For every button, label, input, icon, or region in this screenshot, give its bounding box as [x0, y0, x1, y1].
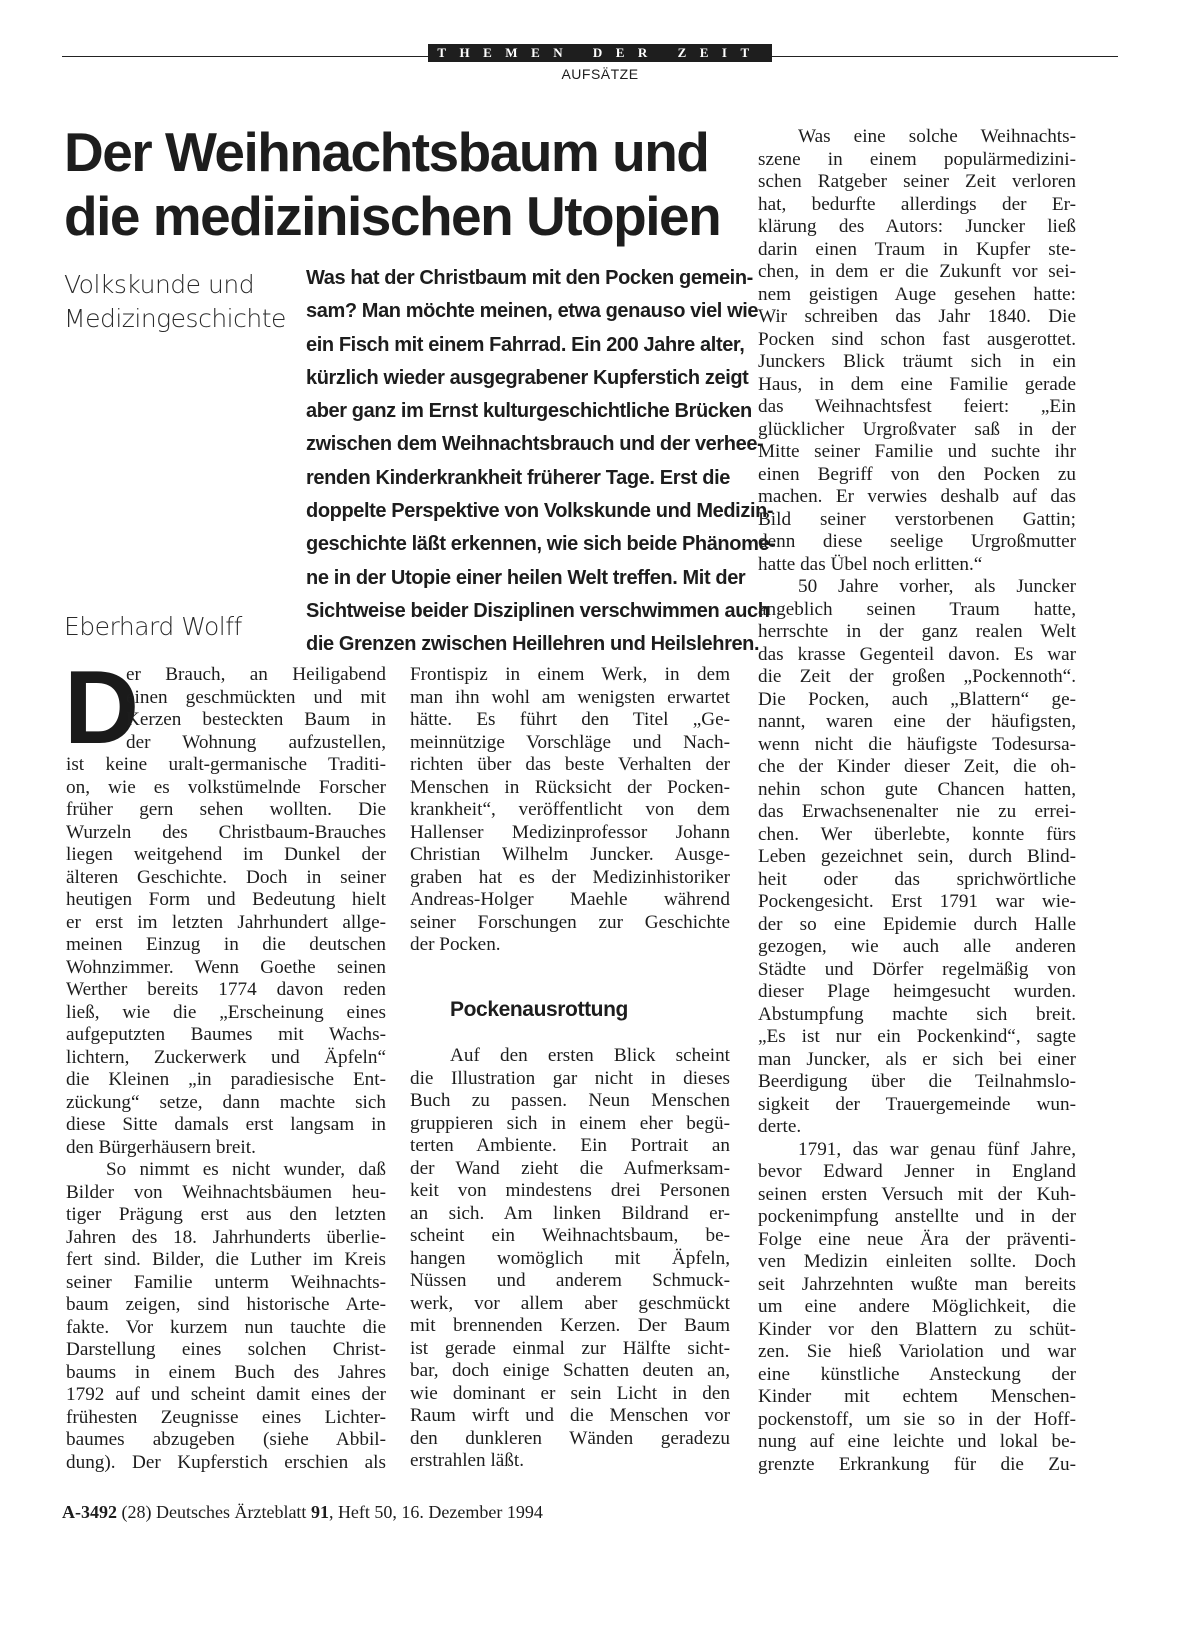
- text-line: Darstellung eines solchen Christ-: [66, 1339, 386, 1360]
- issue-info: , Heft 50, 16. Dezember 1994: [328, 1502, 543, 1522]
- text-line: dieser Plage heimgesucht wurden.: [758, 981, 1076, 1002]
- text-line: heutigen Form und Bedeutung hielt: [66, 889, 386, 910]
- text-line: seit Jahrzehnten wußte man bereits: [758, 1273, 1076, 1295]
- text-line: wie dominant er sein Licht in den: [410, 1382, 730, 1404]
- text-line: Pocken sind schon fast ausgerottet.: [758, 328, 1076, 350]
- text-line: szene in einem populärmedizini-: [758, 148, 1076, 170]
- text-line: fakte. Vor kurzem nun tauchte die: [66, 1316, 386, 1338]
- text-line: 1791, das war genau fünf Jahre,: [798, 1138, 1076, 1160]
- text-line: Beerdigung über die Teilnahmslo-: [758, 1071, 1076, 1092]
- text-line: der Wohnung aufzustellen,: [126, 731, 386, 753]
- text-line: angeblich seinen Traum hatte,: [758, 598, 1076, 620]
- text-line: Wohnzimmer. Wenn Goethe seinen: [66, 956, 386, 978]
- text-line: baumes abzugeben (siehe Abbil-: [66, 1429, 386, 1450]
- text-line: pockenimpfung anstellte und in der: [758, 1206, 1076, 1227]
- text-line: Raum wirft und die Menschen vor: [410, 1405, 730, 1426]
- text-line: Haus, in dem eine Familie gerade: [758, 373, 1076, 395]
- text-line: darin einen Traum in Kupfer ste-: [758, 238, 1076, 260]
- lead-line: ne in der Utopie einer heilen Welt treffen. Mit der: [306, 566, 746, 589]
- text-line: So nimmt es nicht wunder, daß: [106, 1159, 386, 1180]
- text-line: che der Kinder dieser Zeit, die oh-: [758, 756, 1076, 777]
- text-line: bevor Edward Jenner in England: [758, 1161, 1076, 1182]
- text-line: die Zeit der großen „Pockennoth“.: [758, 666, 1076, 687]
- text-line: Was eine solche Weihnachts-: [798, 126, 1076, 147]
- text-line: an sich. Am linken Bildrand er-: [410, 1202, 730, 1224]
- text-line: der Pocken.: [410, 934, 501, 955]
- text-line: ließ, wie die „Erscheinung eines: [66, 1001, 386, 1023]
- text-line: Kinder mit echtem Menschen-: [758, 1386, 1076, 1407]
- text-line: derte.: [758, 1116, 802, 1137]
- text-line: seiner Forschungen zur Geschichte: [410, 911, 730, 933]
- text-line: er Brauch, an Heiligabend: [126, 664, 386, 685]
- lead-paragraph: [306, 262, 776, 662]
- lead-line: doppelte Perspektive von Volkskunde und Medizin-: [306, 500, 774, 523]
- text-line: Städte und Dörfer regelmäßig von: [758, 958, 1076, 980]
- text-line: die Kleinen „in paradiesische Ent-: [66, 1069, 386, 1090]
- header-rule-right: [772, 56, 1118, 57]
- text-line: Buch zu passen. Neun Menschen: [410, 1090, 730, 1111]
- text-line: Werther bereits 1774 davon reden: [66, 979, 386, 1000]
- text-line: machen. Er verwies deshalb auf das: [758, 486, 1076, 507]
- text-line: graben hat es der Medizinhistoriker: [410, 866, 730, 888]
- text-line: gezogen, wie auch alle anderen: [758, 936, 1076, 957]
- lead-line: renden Kinderkrankheit früherer Tage. Erst die: [306, 466, 730, 489]
- text-line: „Es ist nur ein Pockenkind“, sagte: [758, 1026, 1076, 1047]
- text-line: lichtern, Zuckerwerk und Äpfeln“: [66, 1046, 386, 1068]
- rubric-label: AUFSÄTZE: [561, 66, 639, 82]
- text-line: sigkeit der Trauergemeinde wun-: [758, 1093, 1076, 1115]
- text-line: nehin schon gute Chancen hatten,: [758, 778, 1076, 800]
- text-line: frühesten Zeugnisse eines Lichter-: [66, 1406, 386, 1428]
- text-line: nung auf eine leichte und lokal be-: [758, 1431, 1076, 1452]
- kicker-line: Medizingeschichte: [64, 304, 286, 333]
- article-title: [64, 120, 764, 248]
- page-footer: [62, 1502, 543, 1523]
- text-line: Junckers Blick träumt sich in ein: [758, 351, 1076, 372]
- author-name: Eberhard Wolff: [64, 612, 242, 641]
- text-line: fert sind. Bilder, die Luther im Kreis: [66, 1249, 386, 1270]
- text-line: die Illustration gar nicht in dieses: [410, 1067, 730, 1089]
- text-line: Auf den ersten Blick scheint: [450, 1045, 730, 1066]
- text-line: um eine andere Möglichkeit, die: [758, 1296, 1076, 1317]
- text-line: man ihn wohl am wenigsten erwartet: [410, 686, 730, 708]
- text-line: on, wie es volkstümelnde Forscher: [66, 776, 386, 798]
- text-line: Jahren des 18. Jahrhunderts überlie-: [66, 1226, 386, 1248]
- text-line: grenzte Erkrankung für die Zu-: [758, 1453, 1076, 1475]
- text-line: dung). Der Kupferstich erschien als: [66, 1451, 386, 1473]
- text-line: nannt, waren eine der häufigsten,: [758, 711, 1076, 732]
- text-line: Hallenser Medizinprofessor Johann: [410, 821, 730, 843]
- text-line: baum zeigen, sind historische Arte-: [66, 1294, 386, 1315]
- kicker: [64, 268, 304, 336]
- text-line: herrschte in der ganz realen Welt: [758, 621, 1076, 642]
- text-line: ven Medizin einleiten sollte. Doch: [758, 1251, 1076, 1272]
- text-line: terten Ambiente. Ein Portrait an: [410, 1135, 730, 1156]
- text-line: aufgeputzten Baumes mit Wachs-: [66, 1024, 386, 1045]
- text-line: hätte. Es führt den Titel „Ge-: [410, 709, 730, 730]
- body-column-2: [410, 664, 730, 957]
- text-line: Leben gezeichnet sein, durch Blind-: [758, 846, 1076, 867]
- text-line: Kerzen besteckten Baum in: [126, 709, 386, 730]
- text-line: Die Pocken, auch „Blattern“ ge-: [758, 688, 1076, 710]
- text-line: Abstumpfung machte sich breit.: [758, 1003, 1076, 1025]
- text-line: Folge eine neue Ära der präventi-: [758, 1228, 1076, 1250]
- text-line: Wir schreiben das Jahr 1840. Die: [758, 306, 1076, 327]
- text-line: Menschen in Rücksicht der Pocken-: [410, 776, 730, 798]
- text-line: den Bürgerhäusern breit.: [66, 1136, 256, 1158]
- text-line: hatte das Übel noch erlitten.“: [758, 553, 983, 575]
- text-line: man Juncker, als er sich bei einer: [758, 1048, 1076, 1070]
- text-line: scheint ein Weihnachtsbaum, be-: [410, 1225, 730, 1246]
- text-line: ist gerade einmal zur Hälfte sicht-: [410, 1337, 730, 1359]
- journal-ref: (28) Deutsches Ärzteblatt: [121, 1502, 307, 1522]
- text-line: das Erwachsenenalter nie zu errei-: [758, 801, 1076, 822]
- lead-line: kürzlich wieder ausgegrabener Kupferstich zeigt: [306, 366, 749, 389]
- text-line: heit oder das sprichwörtliche: [758, 868, 1076, 890]
- text-line: Mitte seiner Familie und suchte ihr: [758, 441, 1076, 462]
- text-line: ist keine uralt-germanische Traditi-: [66, 754, 386, 775]
- text-line: Andreas-Holger Maehle während: [410, 889, 730, 910]
- text-line: tiger Prägung erst aus den letzten: [66, 1204, 386, 1225]
- text-line: nem geistigen Auge gesehen hatte:: [758, 283, 1076, 305]
- body-column-1: [64, 650, 386, 1474]
- text-line: älteren Geschichte. Doch in seiner: [66, 866, 386, 888]
- text-line: baums in einem Buch des Jahres: [66, 1361, 386, 1383]
- text-line: 50 Jahre vorher, als Juncker: [798, 576, 1076, 597]
- text-line: Frontispiz in einem Werk, in dem: [410, 664, 730, 685]
- text-line: Bild seiner verstorbenen Gattin;: [758, 508, 1076, 530]
- text-line: 1792 auf und scheint damit eines der: [66, 1384, 386, 1405]
- lead-line: zwischen dem Weihnachtsbrauch und der verhee-: [306, 433, 764, 456]
- section-banner: THEMEN DER ZEIT: [428, 44, 772, 62]
- text-line: chen. Wer überlebte, konnte fürs: [758, 823, 1076, 845]
- subheading: Pockenausrottung: [450, 998, 628, 1021]
- title-line: Der Weihnachtsbaum und: [64, 121, 709, 183]
- text-line: Bilder von Weihnachtsbäumen heu-: [66, 1181, 386, 1203]
- text-line: der Wand zieht die Aufmerksam-: [410, 1157, 730, 1179]
- body-column-2-continued: [410, 1045, 730, 1473]
- text-line: hat, bedurfte allerdings der Er-: [758, 193, 1076, 215]
- text-line: seinen ersten Versuch mit der Kuh-: [758, 1183, 1076, 1205]
- text-line: eine künstliche Ansteckung der: [758, 1363, 1076, 1385]
- page-code: A-3492: [62, 1502, 117, 1522]
- text-line: Pockengesicht. Erst 1791 war wie-: [758, 891, 1076, 912]
- lead-line: ein Fisch mit einem Fahrrad. Ein 200 Jahre alter,: [306, 333, 745, 356]
- text-line: meinen Einzug in die deutschen: [66, 934, 386, 955]
- text-line: Kinder vor den Blattern zu schüt-: [758, 1318, 1076, 1340]
- title-line: die medizinischen Utopien: [64, 185, 721, 247]
- kicker-line: Volkskunde und: [64, 270, 255, 299]
- text-line: glücklicher Urgroßvater saß in der: [758, 418, 1076, 440]
- text-line: mit brennenden Kerzen. Der Baum: [410, 1315, 730, 1336]
- text-line: denn diese seelige Urgroßmutter: [758, 531, 1076, 552]
- body-column-3: [758, 126, 1076, 1476]
- text-line: meinnützige Vorschläge und Nach-: [410, 731, 730, 753]
- lead-line: geschichte läßt erkennen, wie sich beide Phänome-: [306, 533, 776, 556]
- text-line: pockenstoff, um sie so in der Hoff-: [758, 1408, 1076, 1430]
- lead-line: Sichtweise beider Disziplinen verschwimmen auch: [306, 599, 770, 622]
- text-line: erstrahlen läßt.: [410, 1450, 525, 1471]
- text-line: das krasse Gegenteil davon. Es war: [758, 643, 1076, 665]
- text-line: seiner Familie unterm Weihnachts-: [66, 1271, 386, 1293]
- text-line: krankheit“, veröffentlicht von dem: [410, 799, 730, 820]
- text-line: wenn nicht die häufigste Todesursa-: [758, 733, 1076, 755]
- text-line: Wurzeln des Christbaum-Brauches: [66, 821, 386, 843]
- text-line: zückung“ setze, dann machte sich: [66, 1091, 386, 1113]
- text-line: der so eine Epidemie durch Halle: [758, 913, 1076, 935]
- volume-number: 91: [310, 1502, 329, 1522]
- text-line: schen Ratgeber seiner Zeit verloren: [758, 171, 1076, 192]
- text-line: gruppieren sich in einem eher begü-: [410, 1112, 730, 1134]
- text-line: richten über das beste Verhalten der: [410, 754, 730, 775]
- text-line: hangen womöglich mit Äpfeln,: [410, 1247, 730, 1269]
- text-line: Christian Wilhelm Juncker. Ausge-: [410, 844, 730, 865]
- header-rule-left: [62, 56, 428, 57]
- lead-line: Was hat der Christbaum mit den Pocken gemein-: [306, 267, 753, 289]
- text-line: werk, vor allem aber geschmückt: [410, 1292, 730, 1314]
- text-line: Nüssen und anderem Schmuck-: [410, 1270, 730, 1291]
- lead-line: sam? Man möchte meinen, etwa genauso viel wie: [306, 300, 759, 323]
- text-line: chen, in dem er die Zukunft vor sei-: [758, 261, 1076, 282]
- text-line: früher gern sehen wollten. Die: [66, 799, 386, 820]
- text-line: diese Sitte damals erst langsam in: [66, 1114, 386, 1135]
- text-line: das Weihnachtsfest feiert: „Ein: [758, 396, 1076, 417]
- text-line: liegen weitgehend im Dunkel der: [66, 844, 386, 865]
- text-line: bar, doch einige Schatten deuten an,: [410, 1360, 730, 1381]
- text-line: den dunkleren Wänden geradezu: [410, 1427, 730, 1449]
- text-line: einen Begriff von den Pocken zu: [758, 463, 1076, 485]
- text-line: er erst im letzten Jahrhundert allge-: [66, 911, 386, 933]
- text-line: einen geschmückten und mit: [126, 686, 386, 708]
- text-line: zen. Sie hieß Variolation und war: [758, 1341, 1076, 1362]
- drop-cap: D: [64, 650, 140, 766]
- text-line: klärung des Autors: Juncker ließ: [758, 216, 1076, 237]
- lead-line: die Grenzen zwischen Heillehren und Heilslehren.: [306, 633, 760, 656]
- text-line: keit von mindestens drei Personen: [410, 1180, 730, 1201]
- lead-line: aber ganz im Ernst kulturgeschichtliche Brücken: [306, 400, 752, 423]
